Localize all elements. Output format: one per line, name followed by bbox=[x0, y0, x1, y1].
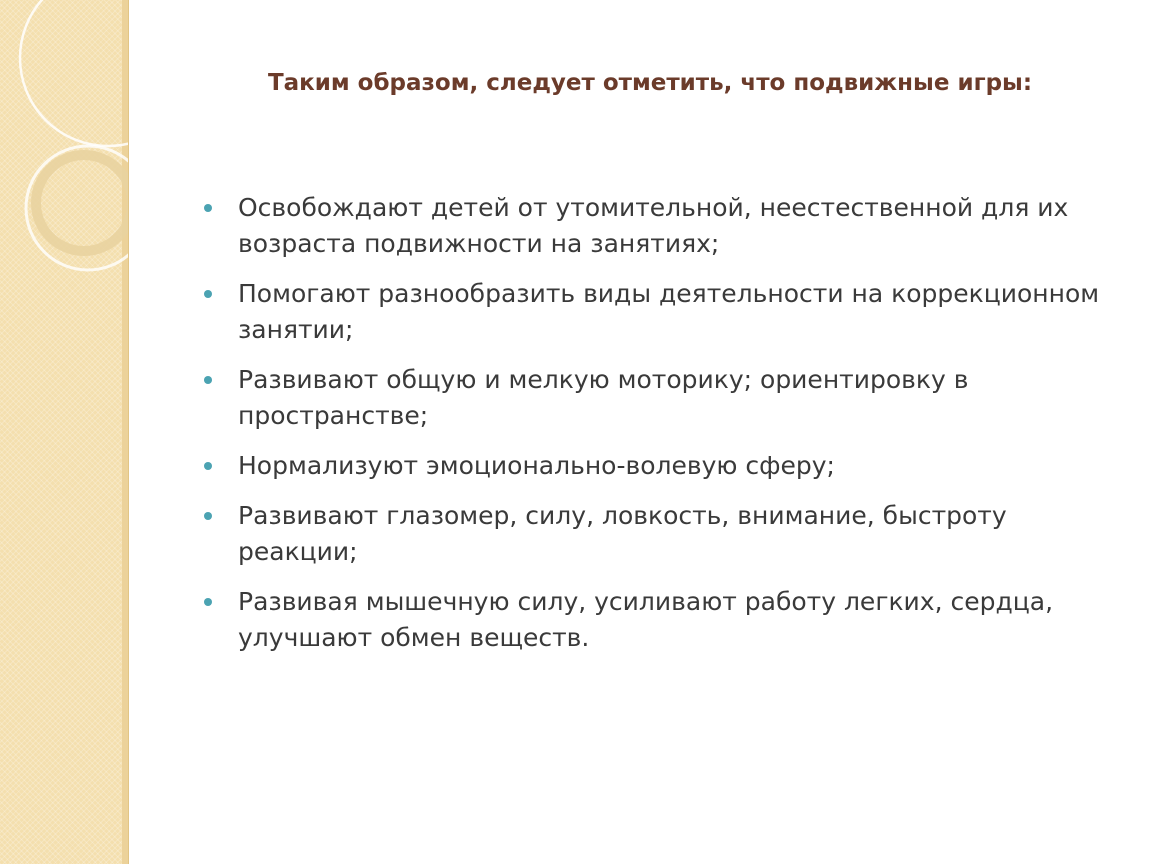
decorative-circle-top bbox=[20, 0, 128, 146]
bullet-text-1: Освобождают детей от утомительной, неестественной для их возраста подвижности на занятиях; bbox=[238, 193, 1069, 258]
bullet-list bbox=[200, 190, 1105, 670]
bullet-item-1 bbox=[200, 190, 1105, 262]
bullet-text-4: Нормализуют эмоционально-волевую сферу; bbox=[238, 451, 835, 480]
bullet-dot-icon bbox=[204, 376, 212, 384]
slide-title: Таким образом, следует отметить, что подвижные игры: bbox=[267, 70, 1033, 96]
bullet-dot-icon bbox=[204, 204, 212, 212]
bullet-item-2 bbox=[200, 276, 1105, 348]
bullet-item-6 bbox=[200, 584, 1105, 656]
bullet-item-5 bbox=[200, 498, 1105, 570]
bullet-item-3 bbox=[200, 362, 1105, 434]
bullet-dot-icon bbox=[204, 512, 212, 520]
decorative-circles bbox=[0, 0, 128, 864]
bullet-text-5: Развивают глазомер, силу, ловкость, внимание, быстроту реакции; bbox=[238, 501, 1007, 566]
decorative-circle-middle-inner bbox=[36, 155, 128, 251]
bullet-dot-icon bbox=[204, 462, 212, 470]
bullet-text-2: Помогают разнообразить виды деятельности на коррекционном занятии; bbox=[238, 279, 1100, 344]
bullet-item-4 bbox=[200, 448, 1105, 484]
bullet-text-6: Развивая мышечную силу, усиливают работу легких, сердца, улучшают обмен веществ. bbox=[238, 587, 1054, 652]
bullet-dot-icon bbox=[204, 290, 212, 298]
bullet-text-3: Развивают общую и мелкую моторику; ориентировку в пространстве; bbox=[238, 365, 969, 430]
bullet-dot-icon bbox=[204, 598, 212, 606]
